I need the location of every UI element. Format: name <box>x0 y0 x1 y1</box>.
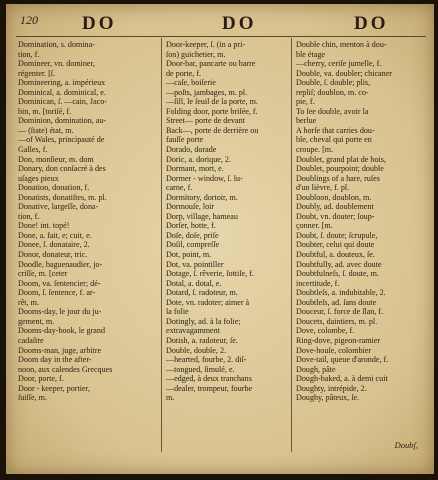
entry-line: Dooms-day-book, le grand <box>18 326 105 336</box>
entry-line: berlue <box>296 116 317 126</box>
entry-line: —dealer, trompeur, fourbe <box>166 383 253 393</box>
entry-line: Doublings of a hare, ruſes <box>296 173 380 183</box>
entry-line: Dotard, ſ. radoteur, m. <box>166 288 238 298</box>
entry-line: Doubtleſs, ad. ſans doute <box>296 297 377 307</box>
entry-line: Douceur, ſ. force de ſlan, f. <box>296 307 384 317</box>
column-3 <box>296 40 428 403</box>
entry-line: régenter. [ſ. <box>18 68 56 78</box>
entry-line: —cherry, ceriſe jumelle, f. <box>296 59 382 69</box>
entry-line: Doubly, ad. doublement <box>296 202 374 212</box>
entry-line: ble étage <box>296 49 325 59</box>
entry-line: Doublet, pourpoint; double <box>296 164 384 174</box>
entry-line: — (ſtate) état, m. <box>18 125 74 135</box>
entry-line: Dooms-man, juge, arbitre <box>18 345 102 355</box>
entry-line: To ſee double, avoir la <box>296 106 369 116</box>
header-rule <box>16 36 426 37</box>
entry-line: criſſe, m. [ceter <box>18 269 68 279</box>
entry-line: Domineer, vn. dominer, <box>18 59 95 69</box>
column-1 <box>18 40 158 403</box>
entry-line: Dominican, ſ. —cain, Jaco- <box>18 97 108 107</box>
entry-line: Doubtleſs, a. indubitable, 2. <box>296 288 386 298</box>
entry-line: ſuiſſe, m. <box>18 393 47 403</box>
entry-line: Domineering, a. impérieux <box>18 78 106 88</box>
entry-line: Done, a. fait, e; cuit, e. <box>18 230 92 240</box>
entry-line: —tongued, ſimulé, e. <box>166 364 235 374</box>
entry-line: Doucets, daintiers, m. pl. <box>296 316 378 326</box>
entry-line: Donation, donation, f. <box>18 183 90 193</box>
entry-line: cadaſtre <box>18 335 44 345</box>
entry-line: Doom, ſ. ſentence, f. ar- <box>18 288 96 298</box>
entry-line: Doubt, ſ. doute; ſcrupule, <box>296 230 378 240</box>
entry-line: Dotage, ſ. rêverie, ſottiſe, f. <box>166 269 254 279</box>
dictionary-page <box>6 4 434 474</box>
entry-line: çonner. [m. <box>296 221 333 231</box>
entry-line: Dove, colombe, f. <box>296 326 355 336</box>
entry-line: Dot, va. pointiller <box>166 259 224 269</box>
entry-line: Ring-dove, pigeon-ramier <box>296 335 381 345</box>
entry-line: Doubt, vn. douter; ſoup- <box>296 211 375 221</box>
entry-line: uſages pieux <box>18 173 59 183</box>
entry-line: Doubtful, a. douteux, ſe. <box>296 250 375 260</box>
entry-line: Doſe, doſe, priſe <box>166 230 219 240</box>
entry-line: Doubloon, doublon, m. <box>296 192 372 202</box>
entry-line: bin, m. [toriſé, f. <box>18 106 72 116</box>
entry-line: Dotal, a. dotal, e. <box>166 278 222 288</box>
entry-line: de porte, f. <box>166 68 202 78</box>
entry-line: Doodle, baguenaudier, jo- <box>18 259 103 269</box>
entry-line: Donative, largeſſe, dona- <box>18 202 99 212</box>
column-divider-1 <box>161 38 162 452</box>
entry-line: pie, f. <box>296 97 315 107</box>
entry-line: Doſil, compreſſe <box>166 240 220 250</box>
entry-line: Dormer - window, ſ. lu- <box>166 173 243 183</box>
entry-line: Dotingly, ad. à la folie; <box>166 316 241 326</box>
entry-line: —of Wales, principauté de <box>18 135 105 145</box>
entry-line: —hearted, fourbe, 2. diſ- <box>166 355 247 365</box>
entry-line: Dough-baked, a. à demi cuit <box>296 374 388 384</box>
entry-line: Donatists, donatiſtes, m. pl. <box>18 192 107 202</box>
entry-line: noon, aux calendes Grecques <box>18 364 113 374</box>
column-2 <box>166 40 288 403</box>
entry-line: Door - keeper, portier, <box>18 383 90 393</box>
entry-line: Doom, va. ſentencier; dé- <box>18 278 101 288</box>
entry-line: Doric, a. dorique, 2. <box>166 154 231 164</box>
entry-line: Dooms-day, le jour du ju- <box>18 307 102 317</box>
entry-line: d'un lièvre, f. pl. <box>296 183 350 193</box>
entry-line: Domination, s. domina- <box>18 40 95 49</box>
entry-line: —ſill, le ſeuil de la porte, m. <box>166 97 258 107</box>
entry-line: Doubtfully, ad. avec doute <box>296 259 382 269</box>
entry-line: Done! int. topé! <box>18 221 70 231</box>
entry-line: Dorp, village, hameau <box>166 211 238 221</box>
entry-line: Donee, ſ. donataire, 2. <box>18 240 90 250</box>
entry-line: Doubter, celui qui doute <box>296 240 375 250</box>
entry-line: Dove-houſe, colombier <box>296 345 372 355</box>
page-number: 120 <box>20 13 38 27</box>
entry-line: Door-keeper, ſ. (in a pri- <box>166 40 246 49</box>
headword-left: DO <box>82 13 117 34</box>
entry-line: —caſe, boiſerie <box>166 78 216 88</box>
entry-line: Dote, vn. radoter; aimer à <box>166 297 250 307</box>
entry-line: Dominical, a. dominical, e. <box>18 87 106 97</box>
entry-line: Donary, don conſacré à des <box>18 164 106 174</box>
entry-line: Dot, point, m. <box>166 250 212 260</box>
entry-line: Dormant, mort, e. <box>166 164 224 174</box>
entry-line: Donor, donateur, tric. <box>18 250 88 260</box>
column-divider-2 <box>291 38 292 452</box>
entry-line: Dorſer, hotte, f. <box>166 221 216 231</box>
catchword: Doubſ, <box>394 440 418 450</box>
entry-line: Doom day in the after- <box>18 355 92 365</box>
entry-line: extravagamment <box>166 326 220 336</box>
entry-line: fauſſe porte <box>166 135 204 145</box>
entry-line: carne, f. <box>166 183 193 193</box>
entry-line: Dotish, a. radoteur, ſe. <box>166 335 238 345</box>
entry-line: Double, va. doubler; chicaner <box>296 68 392 78</box>
entry-line: tion, f. <box>18 49 40 59</box>
entry-line: Folding door, porte briſée, f. <box>166 106 258 116</box>
entry-line: tion, f. <box>18 211 40 221</box>
entry-line: Double chin, menton à dou- <box>296 40 387 49</box>
entry-line: Doublet, grand plat de bois, <box>296 154 386 164</box>
entry-line: Door-bar, pancarte ou barre <box>166 59 256 69</box>
entry-line: Door, porte, f. <box>18 374 64 384</box>
entry-line: la folie <box>166 307 189 317</box>
entry-line: Doughy, pâteux, ſe. <box>296 393 360 403</box>
entry-line: repliſ; doublon, m. co- <box>296 87 369 97</box>
entry-line: Doughty, intrépide, 2. <box>296 383 367 393</box>
entry-line: ſon) guichetier, m. <box>166 49 226 59</box>
entry-line: —poſts, jambages, m. pl. <box>166 87 248 97</box>
entry-line: Street— porte de devant <box>166 116 245 126</box>
entry-line: ble, cheval qui porte en <box>296 135 372 145</box>
headword-center: DO <box>222 13 257 34</box>
entry-line: Dough, pâte <box>296 364 336 374</box>
entry-line: rêt, m. <box>18 297 39 307</box>
entry-line: Dove-tail, queue d'aronde, f. <box>296 355 389 365</box>
entry-line: Dorado, dorade <box>166 145 217 155</box>
entry-line: Galles, f. <box>18 145 48 155</box>
entry-line: A horſe that carries dou- <box>296 125 375 135</box>
entry-line: gement, m. <box>18 316 55 326</box>
entry-line: m. <box>166 393 175 403</box>
entry-line: Double, double, 2. <box>166 345 227 355</box>
entry-line: incertitude, f. <box>296 278 340 288</box>
entry-line: Back—, porte de derrière ou <box>166 125 259 135</box>
headword-right: DO <box>354 13 389 34</box>
entry-line: Dominion, domination, au- <box>18 116 107 126</box>
entry-line: Dormouſe, loir <box>166 202 215 212</box>
entry-line: Doubtfulneſs, ſ. doute, m. <box>296 269 379 279</box>
entry-line: Dormitory, dortoir, m. <box>166 192 238 202</box>
entry-line: Double, ſ. double; plis, <box>296 78 371 88</box>
entry-line: croupe. [m. <box>296 145 334 155</box>
entry-line: —edged, à deux tranchans <box>166 374 252 384</box>
entry-line: Don, monſieur, m. dom <box>18 154 94 164</box>
